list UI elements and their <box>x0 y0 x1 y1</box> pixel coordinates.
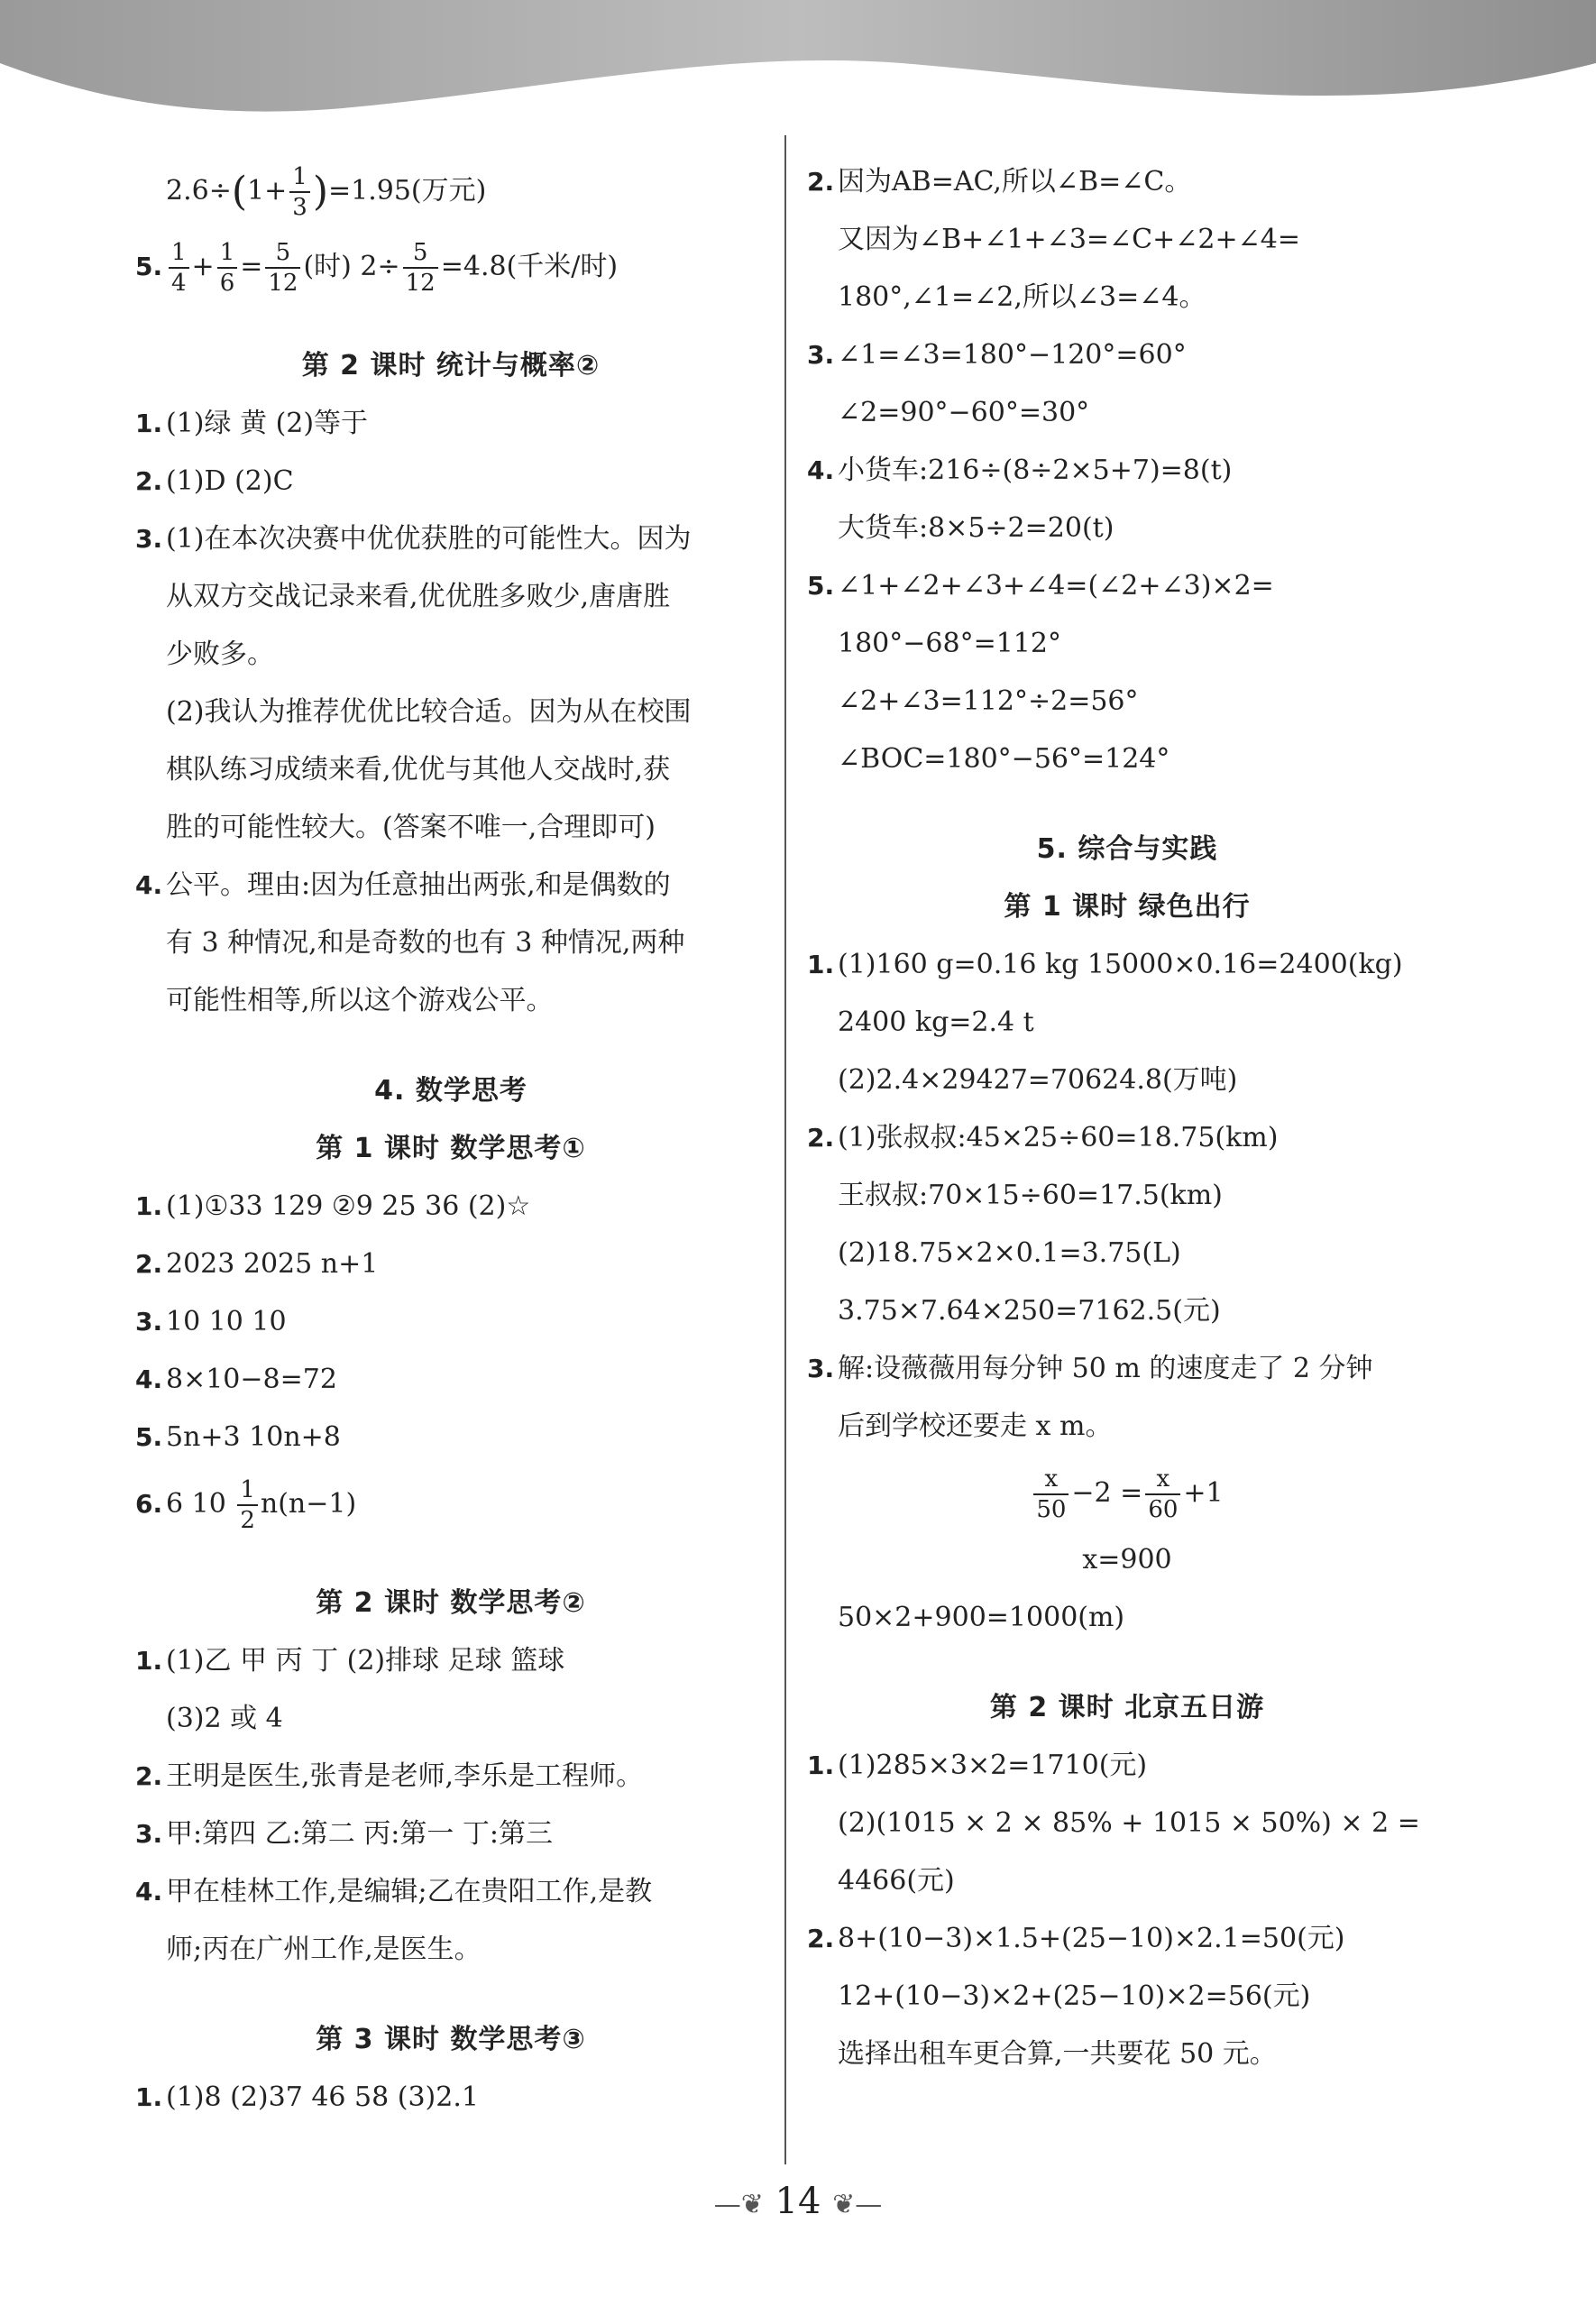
answer-line: 4. 8×10−8=72 <box>135 1364 337 1395</box>
answer-line: ∠BOC=180°−56°=124° <box>838 743 1170 775</box>
answer-q5: 5. $\frac{1}{4}$ + $\frac{1}{6}$ = $\frac{5}{12}$ (时) 2÷ $\frac{5}{12}$ =4.8(千米/时) <box>135 239 619 297</box>
leaf-icon: —❦ <box>713 2189 764 2220</box>
page-footer <box>0 2181 1596 2222</box>
header-decoration <box>0 0 1596 126</box>
answer-line: 胜的可能性较大。(答案不唯一,合理即可) <box>166 812 656 843</box>
answer-line: 3.75×7.64×250=7162.5(元) <box>838 1295 1221 1327</box>
section-heading: 第 1 课时 绿色出行 <box>1004 891 1251 923</box>
answer-line: 棋队练习成绩来看,优优与其他人交战时,获 <box>166 754 671 786</box>
answer-line: 3. ∠1=∠3=180°−120°=60° <box>807 339 1187 371</box>
answer-line: 后到学校还要走 x m。 <box>838 1410 1113 1442</box>
answer-line: 1. (1)285×3×2=1710(元) <box>807 1750 1148 1781</box>
answer-line: 3. 10 10 10 <box>135 1306 287 1337</box>
leaf-icon: ❦— <box>832 2189 883 2220</box>
fraction: $\frac{1}{3}$ <box>289 162 310 222</box>
answer-line: 可能性相等,所以这个游戏公平。 <box>166 985 554 1016</box>
answer-line: 有 3 种情况,和是奇数的也有 3 种情况,两种 <box>166 927 685 959</box>
answer-line: 1. (1)绿 黄 (2)等于 <box>135 408 369 439</box>
section-heading: 第 1 课时 数学思考① <box>316 1133 586 1164</box>
equation-solution: x=900 <box>1082 1544 1172 1576</box>
answer-line: (2)18.75×2×0.1=3.75(L) <box>838 1237 1181 1269</box>
answer-line: 2. 2023 2025 n+1 <box>135 1248 379 1280</box>
answer-line: 又因为∠B+∠1+∠3=∠C+∠2+∠4= <box>838 224 1300 255</box>
answer-line: 2. (1)张叔叔:45×25÷60=18.75(km) <box>807 1122 1279 1153</box>
answer-line: 4466(元) <box>838 1865 955 1897</box>
answer-line: 5. ∠1+∠2+∠3+∠4=(∠2+∠3)×2= <box>807 570 1274 602</box>
answer-line: 180°,∠1=∠2,所以∠3=∠4。 <box>838 281 1206 313</box>
right-column <box>807 153 1447 2083</box>
answer-line: 2.6÷(1+ $\frac{1}{3}$ )=1.95(万元) <box>166 163 487 221</box>
answer-line: 3. 甲:第四 乙:第二 丙:第一 丁:第三 <box>135 1818 554 1850</box>
section-heading: 4. 数学思考 <box>374 1075 527 1107</box>
answer-line: (2)2.4×29427=70624.8(万吨) <box>838 1064 1238 1096</box>
answer-line: ∠2=90°−60°=30° <box>838 397 1090 428</box>
answer-line: 少败多。 <box>166 639 274 670</box>
answer-line: 4. 公平。理由:因为任意抽出两张,和是偶数的 <box>135 869 671 901</box>
answer-line: (2)(1015 × 2 × 85% + 1015 × 50%) × 2 = <box>838 1807 1420 1839</box>
answer-line: 2. 8+(10−3)×1.5+(25−10)×2.1=50(元) <box>807 1923 1345 1954</box>
section-heading: 第 2 课时 数学思考② <box>316 1587 586 1619</box>
answer-line: (2)我认为推荐优优比较合适。因为从在校围 <box>166 696 692 728</box>
answer-line: 师;丙在广州工作,是医生。 <box>166 1934 482 1965</box>
answer-line: 从双方交战记录来看,优优胜多败少,唐唐胜 <box>166 581 671 612</box>
answer-line: 1. (1)乙 甲 丙 丁 (2)排球 足球 篮球 <box>135 1645 565 1677</box>
answer-line: 1. (1)8 (2)37 46 58 (3)2.1 <box>135 2081 479 2113</box>
equation: $\frac{x}{50}$ −2 = $\frac{x}{60}$ +1 <box>807 1456 1447 1531</box>
answer-line: 3. 解:设薇薇用每分钟 50 m 的速度走了 2 分钟 <box>807 1353 1373 1384</box>
answer-line: 12+(10−3)×2+(25−10)×2=56(元) <box>838 1980 1311 2012</box>
answer-line: 2. 因为AB=AC,所以∠B=∠C。 <box>807 166 1192 198</box>
answer-line: 选择出租车更合算,一共要花 50 元。 <box>838 2038 1277 2070</box>
answer-line: 王叔叔:70×15÷60=17.5(km) <box>838 1180 1223 1211</box>
section-heading: 第 2 课时 北京五日游 <box>989 1692 1265 1723</box>
answer-line: (3)2 或 4 <box>166 1703 283 1734</box>
answer-line: 180°−68°=112° <box>838 628 1061 659</box>
answer-line: ∠2+∠3=112°÷2=56° <box>838 685 1139 717</box>
answer-line: 2. 王明是医生,张青是老师,李乐是工程师。 <box>135 1760 644 1792</box>
answer-line: 5. 5n+3 10n+8 <box>135 1421 341 1453</box>
page-number: 14 <box>775 2181 821 2222</box>
answer-line: 2. (1)D (2)C <box>135 465 294 497</box>
answer-line: 3. (1)在本次决赛中优优获胜的可能性大。因为 <box>135 523 692 555</box>
answer-line: 4. 甲在桂林工作,是编辑;乙在贵阳工作,是教 <box>135 1876 653 1907</box>
left-column <box>135 153 766 2127</box>
answer-line: 大货车:8×5÷2=20(t) <box>838 512 1114 544</box>
answer-line: 4. 小货车:216÷(8÷2×5+7)=8(t) <box>807 455 1233 486</box>
answer-line: 6. 6 10 $\frac{1}{2}$ n(n−1) <box>135 1476 357 1534</box>
answer-line: 1. (1)160 g=0.16 kg 15000×0.16=2400(kg) <box>807 949 1403 980</box>
answer-line: 1. (1)①33 129 ②9 25 36 (2)☆ <box>135 1190 531 1222</box>
section-heading: 5. 综合与实践 <box>1036 833 1218 865</box>
column-divider <box>784 135 786 2164</box>
section-heading: 第 3 课时 数学思考③ <box>316 2024 586 2055</box>
answer-line: 2400 kg=2.4 t <box>838 1006 1034 1038</box>
section-heading: 第 2 课时 统计与概率② <box>301 350 601 381</box>
answer-line: 50×2+900=1000(m) <box>838 1602 1125 1633</box>
